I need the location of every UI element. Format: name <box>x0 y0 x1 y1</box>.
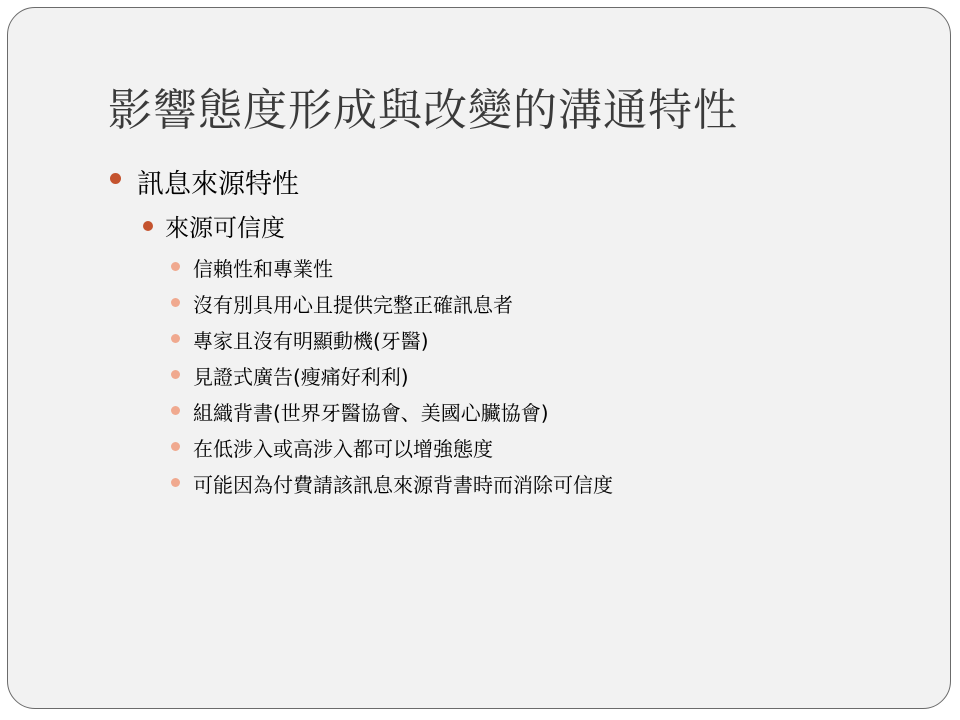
bullet-level3-item: 沒有別具用心且提供完整正確訊息者 <box>193 293 513 317</box>
bullet-dot-icon <box>143 221 153 231</box>
bullet-level3-item: 見證式廣告(瘦痛好利利) <box>193 365 409 389</box>
bullet-dot-icon <box>171 478 180 487</box>
bullet-level3-item: 專家且沒有明顯動機(牙醫) <box>193 329 429 353</box>
slide-title: 影響態度形成與改變的溝通特性 <box>108 85 738 136</box>
bullet-level3-item: 信賴性和專業性 <box>193 257 333 281</box>
bullet-dot-icon <box>171 334 180 343</box>
bullet-dot-icon <box>171 298 180 307</box>
bullet-dot-icon <box>110 173 121 184</box>
bullet-dot-icon <box>171 262 180 271</box>
bullet-level2: 來源可信度 <box>165 214 285 242</box>
bullet-level3-item: 組織背書(世界牙醫協會、美國心臟協會) <box>193 401 549 425</box>
bullet-level3-item: 在低涉入或高涉入都可以增強態度 <box>193 437 493 461</box>
bullet-level3-item: 可能因為付費請該訊息來源背書時而消除可信度 <box>193 473 613 497</box>
bullet-dot-icon <box>171 370 180 379</box>
bullet-level1: 訊息來源特性 <box>137 169 299 200</box>
bullet-dot-icon <box>171 442 180 451</box>
bullet-dot-icon <box>171 406 180 415</box>
